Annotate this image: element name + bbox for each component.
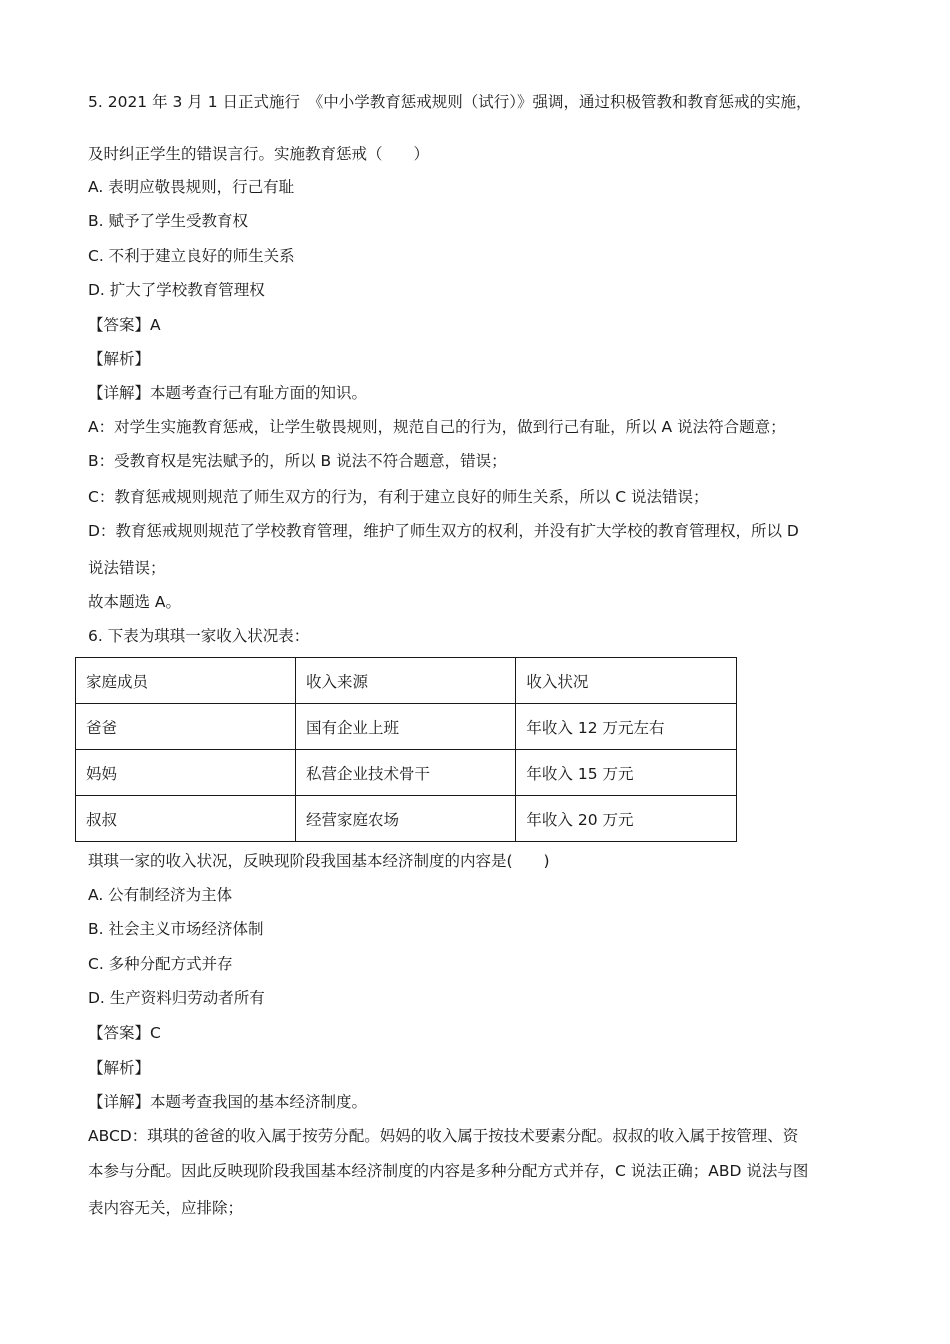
table-row	[76, 796, 737, 842]
q6-option-d: D. 生产资料归劳动者所有	[88, 989, 265, 1007]
table-cell: 爸爸	[76, 704, 296, 750]
table-cell: 年收入 12 万元左右	[516, 704, 737, 750]
q5-explain-c: C：教育惩戒规则规范了师生双方的行为，有利于建立良好的师生关系，所以 C 说法错误；	[88, 488, 709, 506]
q6-question: 琪琪一家的收入状况，反映现阶段我国基本经济制度的内容是( )	[88, 852, 550, 870]
table-cell: 经营家庭农场	[295, 796, 515, 842]
table-header-row	[76, 658, 737, 704]
income-table	[75, 657, 737, 842]
table-cell: 国有企业上班	[295, 704, 515, 750]
q5-explain-d-line2: 说法错误；	[88, 559, 166, 577]
q5-option-a: A. 表明应敬畏规则，行己有耻	[88, 178, 295, 196]
table-cell: 私营企业技术骨干	[295, 750, 515, 796]
q6-option-c: C. 多种分配方式并存	[88, 955, 233, 973]
q6-answer: 【答案】C	[88, 1024, 161, 1042]
q5-option-b: B. 赋予了学生受教育权	[88, 212, 248, 230]
q6-option-a: A. 公有制经济为主体	[88, 886, 233, 904]
q5-stem-line2: 及时纠正学生的错误言行。实施教育惩戒（ ）	[88, 145, 430, 163]
q6-detail: 【详解】本题考查我国的基本经济制度。	[88, 1093, 368, 1111]
q6-explain-line3: 表内容无关，应排除；	[88, 1199, 244, 1217]
q5-stem-line1: 5. 2021 年 3 月 1 日正式施行 《中小学教育惩戒规则（试行）》强调，通过积极管教和教育惩戒的实施，	[88, 93, 812, 111]
table-row	[76, 704, 737, 750]
q5-answer: 【答案】A	[88, 316, 161, 334]
q5-option-d: D. 扩大了学校教育管理权	[88, 281, 265, 299]
q5-option-c: C. 不利于建立良好的师生关系	[88, 247, 295, 265]
q5-explain-d-line1: D：教育惩戒规则规范了学校教育管理，维护了师生双方的权利，并没有扩大学校的教育管理权，所以 D	[88, 522, 799, 540]
q5-explain-b: B：受教育权是宪法赋予的，所以 B 说法不符合题意，错误；	[88, 452, 507, 470]
table-header-cell: 家庭成员	[76, 658, 296, 704]
table-cell: 叔叔	[76, 796, 296, 842]
q6-explain-line1: ABCD：琪琪的爸爸的收入属于按劳分配。妈妈的收入属于按技术要素分配。叔叔的收入属于按管理、资	[88, 1127, 799, 1145]
q6-explain-line2: 本参与分配。因此反映现阶段我国基本经济制度的内容是多种分配方式并存，C 说法正确；ABD 说法与图	[88, 1162, 809, 1180]
q5-conclusion: 故本题选 A。	[88, 593, 182, 611]
table-header-cell: 收入来源	[295, 658, 515, 704]
q6-analysis-label: 【解析】	[88, 1059, 151, 1077]
table-row	[76, 750, 737, 796]
table-cell: 妈妈	[76, 750, 296, 796]
q5-analysis-label: 【解析】	[88, 350, 151, 368]
table-cell: 年收入 15 万元	[516, 750, 737, 796]
table-header-cell: 收入状况	[516, 658, 737, 704]
table-cell: 年收入 20 万元	[516, 796, 737, 842]
q5-explain-a: A：对学生实施教育惩戒，让学生敬畏规则，规范自己的行为，做到行己有耻，所以 A 说法符合题意；	[88, 418, 786, 436]
q6-option-b: B. 社会主义市场经济体制	[88, 920, 264, 938]
q6-stem: 6. 下表为琪琪一家收入状况表：	[88, 627, 310, 645]
q5-detail: 【详解】本题考查行己有耻方面的知识。	[88, 384, 368, 402]
